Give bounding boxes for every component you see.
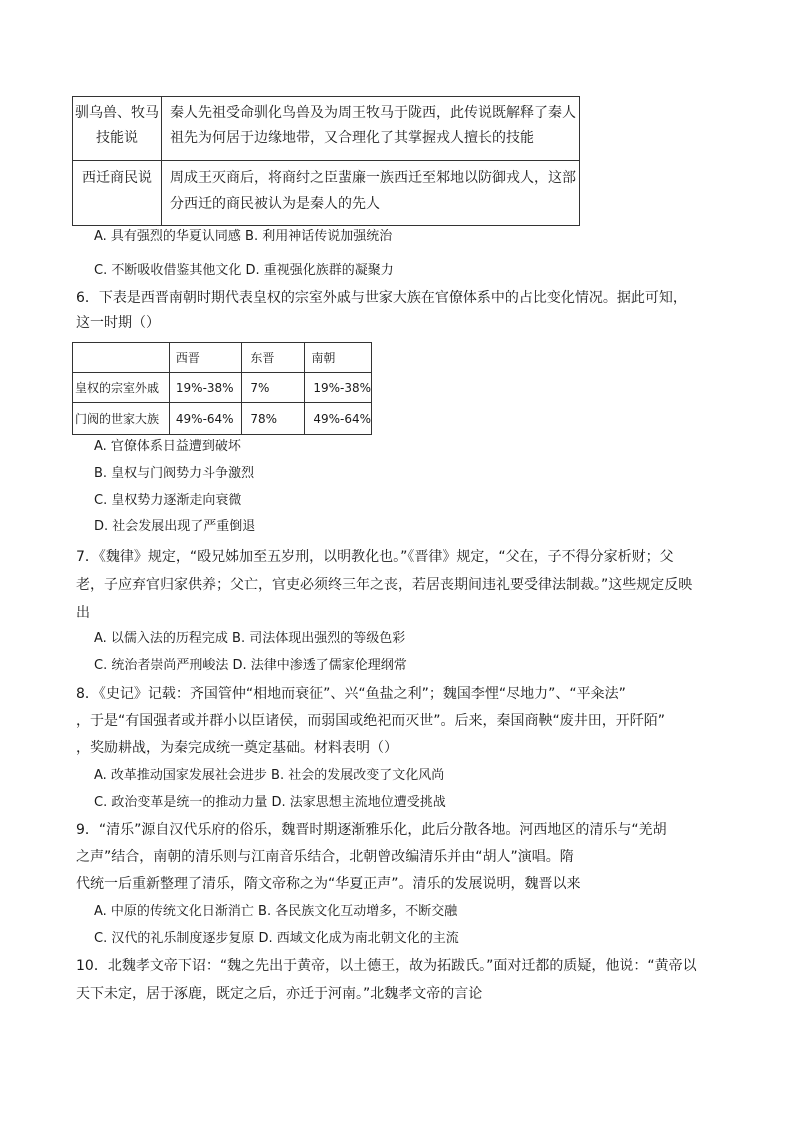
q9-stem: 代统一后重新整理了清乐，隋文帝称之为“华夏正声”。清乐的发展说明，魏晋以来 xyxy=(76,876,581,892)
q7-options-ab: A. 以儒入法的历程完成 B. 司法体现出强烈的等级色彩 xyxy=(94,631,406,646)
q8-stem: 8．《史记》记载：齐国管仲“相地而衰征”、兴“鱼盐之利”；魏国李悝“尽地力”、“平籴法” xyxy=(76,686,626,702)
q5-options-ab: A. 具有强烈的华夏认同感 B. 利用神话传说加强统治 xyxy=(94,229,393,244)
table-cell xyxy=(162,97,580,161)
theory-description: 分西迁的商民被认为是秦人的先人 xyxy=(170,196,380,212)
table-cell: 49%-64% xyxy=(305,403,372,435)
table-cell xyxy=(73,97,162,161)
q7-options-cd: C. 统治者崇尚严刑峻法 D. 法律中渗透了儒家伦理纲常 xyxy=(94,658,407,673)
table-row-label: 门阀的世家大族 xyxy=(73,403,170,435)
q9-options-cd: C. 汉代的礼乐制度逐步复原 D. 西域文化成为南北朝文化的主流 xyxy=(94,931,459,946)
q6-option-b: B. 皇权与门阀势力斗争激烈 xyxy=(94,466,255,481)
q7-stem: 老，子应弃官归家供养；父亡，官吏必须终三年之丧，若居丧期间违礼要受律法制裁。”这些规定反映 xyxy=(76,577,693,593)
q6-stem: 这一时期（） xyxy=(76,315,160,331)
q7-stem: 出 xyxy=(76,605,90,621)
q6-stem: 6．下表是西晋南朝时期代表皇权的宗室外戚与世家大族在官僚体系中的占比变化情况。据此可知， xyxy=(76,290,687,306)
table-cell xyxy=(162,161,580,226)
q6-option-c: C. 皇权势力逐渐走向衰微 xyxy=(94,493,242,508)
table-header-cell: 东晋 xyxy=(242,343,305,373)
q8-stem: ，于是“有国强者或并群小以臣诸侯，而弱国或绝祀而灭世”。后来，秦国商鞅“废井田，开阡陌” xyxy=(76,713,666,729)
theory-description: 秦人先祖受命驯化鸟兽及为周王牧马于陇西，此传说既解释了秦人 xyxy=(170,105,576,121)
q6-option-d: D. 社会发展出现了严重倒退 xyxy=(94,519,256,534)
q9-stem: 之声”结合，南朝的清乐则与江南音乐结合，北朝曾改编清乐并由“胡人”演唱。隋 xyxy=(76,849,574,865)
table-cell: 19%-38% xyxy=(305,373,372,403)
q5-options-cd: C. 不断吸收借鉴其他文化 D. 重视强化族群的凝聚力 xyxy=(94,263,394,278)
q8-stem: ，奖励耕战，为秦完成统一奠定基础。材料表明（） xyxy=(76,740,398,756)
theory-description: 周成王灭商后，将商纣之臣蜚廉一族西迁至邾地以防御戎人，这部 xyxy=(170,170,576,186)
q10-stem: 10．北魏孝文帝下诏：“魏之先出于黄帝，以土德王，故为拓跋氏。”面对迁都的质疑，他说：“黄帝以 xyxy=(76,958,697,974)
table-cell xyxy=(73,161,162,226)
theory-name: 驯乌兽、牧马 xyxy=(75,105,159,121)
table-cell: 49%-64% xyxy=(169,403,241,435)
q8-options-cd: C. 政治变革是统一的推动力量 D. 法家思想主流地位遭受挑战 xyxy=(94,795,446,810)
q9-stem: 9．“清乐”源自汉代乐府的俗乐，魏晋时期逐渐雅乐化，此后分散各地。河西地区的清乐与“羌胡 xyxy=(76,822,667,838)
q7-stem: 7．《魏律》规定，“殴兄姊加至五岁刑，以明教化也。”《晋律》规定，“父在，子不得分家析财；父 xyxy=(76,549,674,565)
table-cell: 19%-38% xyxy=(169,373,241,403)
table-header-cell: 西晋 xyxy=(169,343,241,373)
theory-name: 西迁商民说 xyxy=(82,170,152,186)
officials-ratio-table xyxy=(72,342,372,435)
theory-name: 技能说 xyxy=(96,130,138,146)
table-cell: 7% xyxy=(242,373,305,403)
q9-options-ab: A. 中原的传统文化日渐消亡 B. 各民族文化互动增多，不断交融 xyxy=(94,904,458,919)
q6-option-a: A. 官僚体系日益遭到破坏 xyxy=(94,439,241,454)
table-header-cell xyxy=(73,343,170,373)
theory-description: 祖先为何居于边缘地带，又合理化了其掌握戎人擅长的技能 xyxy=(170,130,534,146)
origin-theory-table xyxy=(72,96,580,226)
q8-options-ab: A. 改革推动国家发展社会进步 B. 社会的发展改变了文化风尚 xyxy=(94,768,445,783)
table-row-label: 皇权的宗室外戚 xyxy=(73,373,170,403)
table-cell: 78% xyxy=(242,403,305,435)
table-header-cell: 南朝 xyxy=(305,343,372,373)
q10-stem: 天下未定，居于涿鹿，既定之后，亦迁于河南。”北魏孝文帝的言论 xyxy=(76,986,483,1002)
